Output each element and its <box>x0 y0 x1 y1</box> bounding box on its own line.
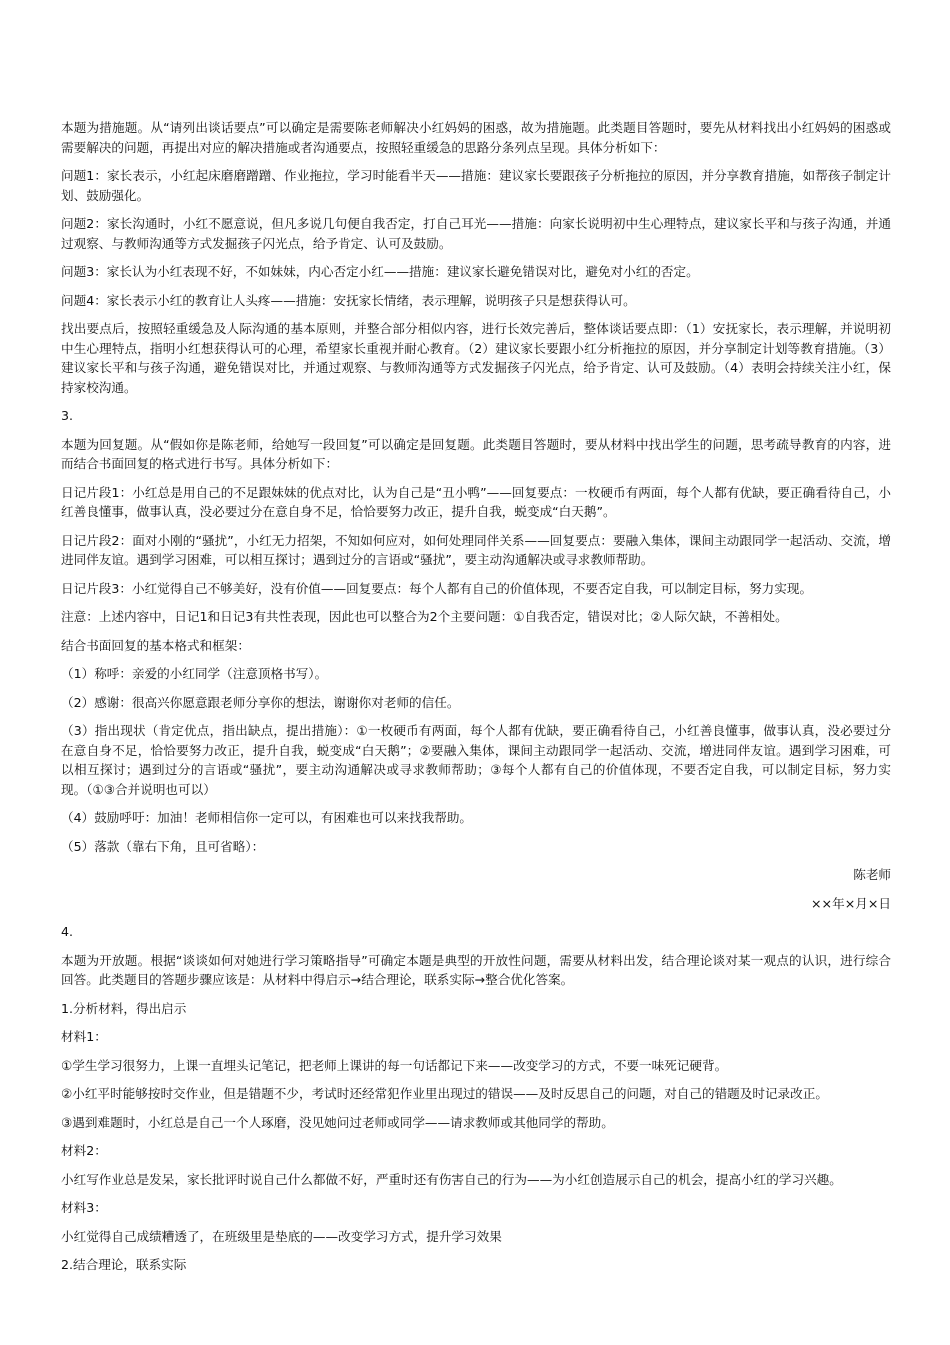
paragraph-format-2: （2）感谢：很高兴你愿意跟老师分享你的想法，谢谢你对老师的信任。 <box>61 694 460 710</box>
paragraph-intro-open: 本题为开放题。根据“谈谈如何对她进行学习策略指导”可确定本题是典型的开放性问题，需要从材料出发，结合理论谈对某一观点的认识，进行综合回答。此类题目的答题步骤应该是：从材料中得启示→结合理论，联系实际→整合优化答案。 <box>61 952 891 987</box>
signature-name: 陈老师 <box>853 867 891 882</box>
section-heading-analyze: 1.分析材料，得出启示 <box>61 1000 187 1016</box>
material-1-item-2: ②小红平时能够按时交作业，但是错题不少，考试时还经常犯作业里出现过的错误——及时反思自己的问题，对自己的错题及时记录改正。 <box>61 1086 828 1101</box>
paragraph-format-5: （5）落款（靠右下角，且可省略）： <box>61 838 265 854</box>
paragraph-intro-measures: 本题为措施题。从“请列出谈话要点”可以确定是需要陈老师解决小红妈妈的困惑，故为措施题。此类题目答题时，要先从材料找出小红妈妈的困惑或需要解决的问题，再提出对应的解决措施或者沟通要点，按照轻重缓急的思路分条列点呈现。具体分析如下： <box>61 120 891 155</box>
section-heading-theory: 2.结合理论，联系实际 <box>61 1257 187 1272</box>
material-3-text: 小红觉得自己成绩糟透了，在班级里是垫底的——改变学习方式，提升学习效果 <box>61 1228 502 1244</box>
material-2-text: 小红写作业总是发呆，家长批评时说自己什么都做不好，严重时还有伤害自己的行为——为小红创造展示自己的机会，提高小红的学习兴趣。 <box>61 1171 842 1187</box>
paragraph-note: 注意：上述内容中，日记1和日记3有共性表现，因此也可以整合为2个主要问题：①自我否定，错误对比；②人际欠缺，不善相处。 <box>61 609 788 624</box>
paragraph-format-3: （3）指出现状（肯定优点，指出缺点，提出措施）：①一枚硬币有两面，每个人都有优缺，要正确看待自己，小红善良懂事，做事认真，没必要过分在意自身不足，恰恰要努力改正，提升自我，蜕变成“白天鹅”；②要融入集体，课间主动跟同学一起活动、交流，增进同伴友谊。遇到学习困难，可以相互探讨；遇到过分的言语或“骚扰”，要主动沟通解决或寻求教师帮助；③每个人都有自己的价值体现，不要否定自我，可以制定目标，努力实现。（①③合并说明也可以） <box>61 723 891 797</box>
question-number-3: 3. <box>61 408 74 423</box>
paragraph-summary-points: 找出要点后，按照轻重缓急及人际沟通的基本原则，并整合部分相似内容，进行长效完善后，整体谈话要点即：（1）安抚家长，表示理解，并说明初中生心理特点，指明小红想获得认可的心理，希望家长重视并耐心教育。（2）建议家长要跟小红分析拖拉的原因，并分享制定计划等教育措施。（3）建议家长平和与孩子沟通，避免错误对比，并通过观察、与教师沟通等方式发掘孩子闪光点，给予肯定、认可及鼓励。（4）表明会持续关注小红，保持家校沟通。 <box>61 321 891 395</box>
paragraph-problem-3: 问题3：家长认为小红表现不好，不如妹妹，内心否定小红——措施：建议家长避免错误对比，避免对小红的否定。 <box>61 264 699 279</box>
paragraph-format-1: （1）称呼：亲爱的小红同学（注意顶格书写）。 <box>61 666 328 681</box>
question-number-4: 4. <box>61 924 74 939</box>
material-1-item-1: ①学生学习很努力，上课一直埋头记笔记，把老师上课讲的每一句话都记下来——改变学习的方式，不要一味死记硬背。 <box>61 1057 728 1073</box>
material-1-item-3: ③遇到难题时，小红总是自己一个人琢磨，没见她问过老师或同学——请求教师或其他同学的帮助。 <box>61 1114 614 1130</box>
paragraph-problem-1: 问题1：家长表示，小红起床磨磨蹭蹭、作业拖拉，学习时能看半天——措施：建议家长要跟孩子分析拖拉的原因，并分享教育措施，如帮孩子制定计划、鼓励强化。 <box>61 168 891 203</box>
signature-date: ××年×月×日 <box>811 895 891 911</box>
paragraph-diary-1: 日记片段1：小红总是用自己的不足跟妹妹的优点对比，认为自己是“丑小鸭”——回复要点：一枚硬币有两面，每个人都有优缺，要正确看待自己，小红善良懂事，做事认真，没必要过分在意自身不足，恰恰要努力改正，提升自我，蜕变成“白天鹅”。 <box>61 484 891 519</box>
material-2-label: 材料2： <box>61 1143 107 1158</box>
paragraph-problem-2: 问题2：家长沟通时，小红不愿意说，但凡多说几句便自我否定，打自己耳光——措施：向家长说明初中生心理特点，建议家长平和与孩子沟通，并通过观察、与教师沟通等方式发掘孩子闪光点，给予肯定、认可及鼓励。 <box>61 216 891 251</box>
document-page <box>61 118 891 1284</box>
paragraph-format-intro: 结合书面回复的基本格式和框架： <box>61 637 250 653</box>
paragraph-format-4: （4）鼓励呼吁：加油！老师相信你一定可以，有困难也可以来找我帮助。 <box>61 810 473 825</box>
paragraph-problem-4: 问题4：家长表示小红的教育让人头疼——措施：安抚家长情绪，表示理解，说明孩子只是想获得认可。 <box>61 292 636 308</box>
material-1-label: 材料1： <box>61 1029 107 1044</box>
paragraph-diary-2: 日记片段2：面对小刚的“骚扰”，小红无力招架，不知如何应对，如何处理同伴关系——回复要点：要融入集体，课间主动跟同学一起活动、交流，增进同伴友谊。遇到学习困难，可以相互探讨；遇到过分的言语或“骚扰”，要主动沟通解决或寻求教师帮助。 <box>61 532 891 567</box>
material-3-label: 材料3： <box>61 1200 107 1215</box>
paragraph-intro-reply: 本题为回复题。从“假如你是陈老师，给她写一段回复”可以确定是回复题。此类题目答题时，要从材料中找出学生的问题，思考疏导教育的内容，进而结合书面回复的格式进行书写。具体分析如下： <box>61 436 891 471</box>
paragraph-diary-3: 日记片段3：小红觉得自己不够美好，没有价值——回复要点：每个人都有自己的价值体现，不要否定自我，可以制定目标，努力实现。 <box>61 580 813 596</box>
